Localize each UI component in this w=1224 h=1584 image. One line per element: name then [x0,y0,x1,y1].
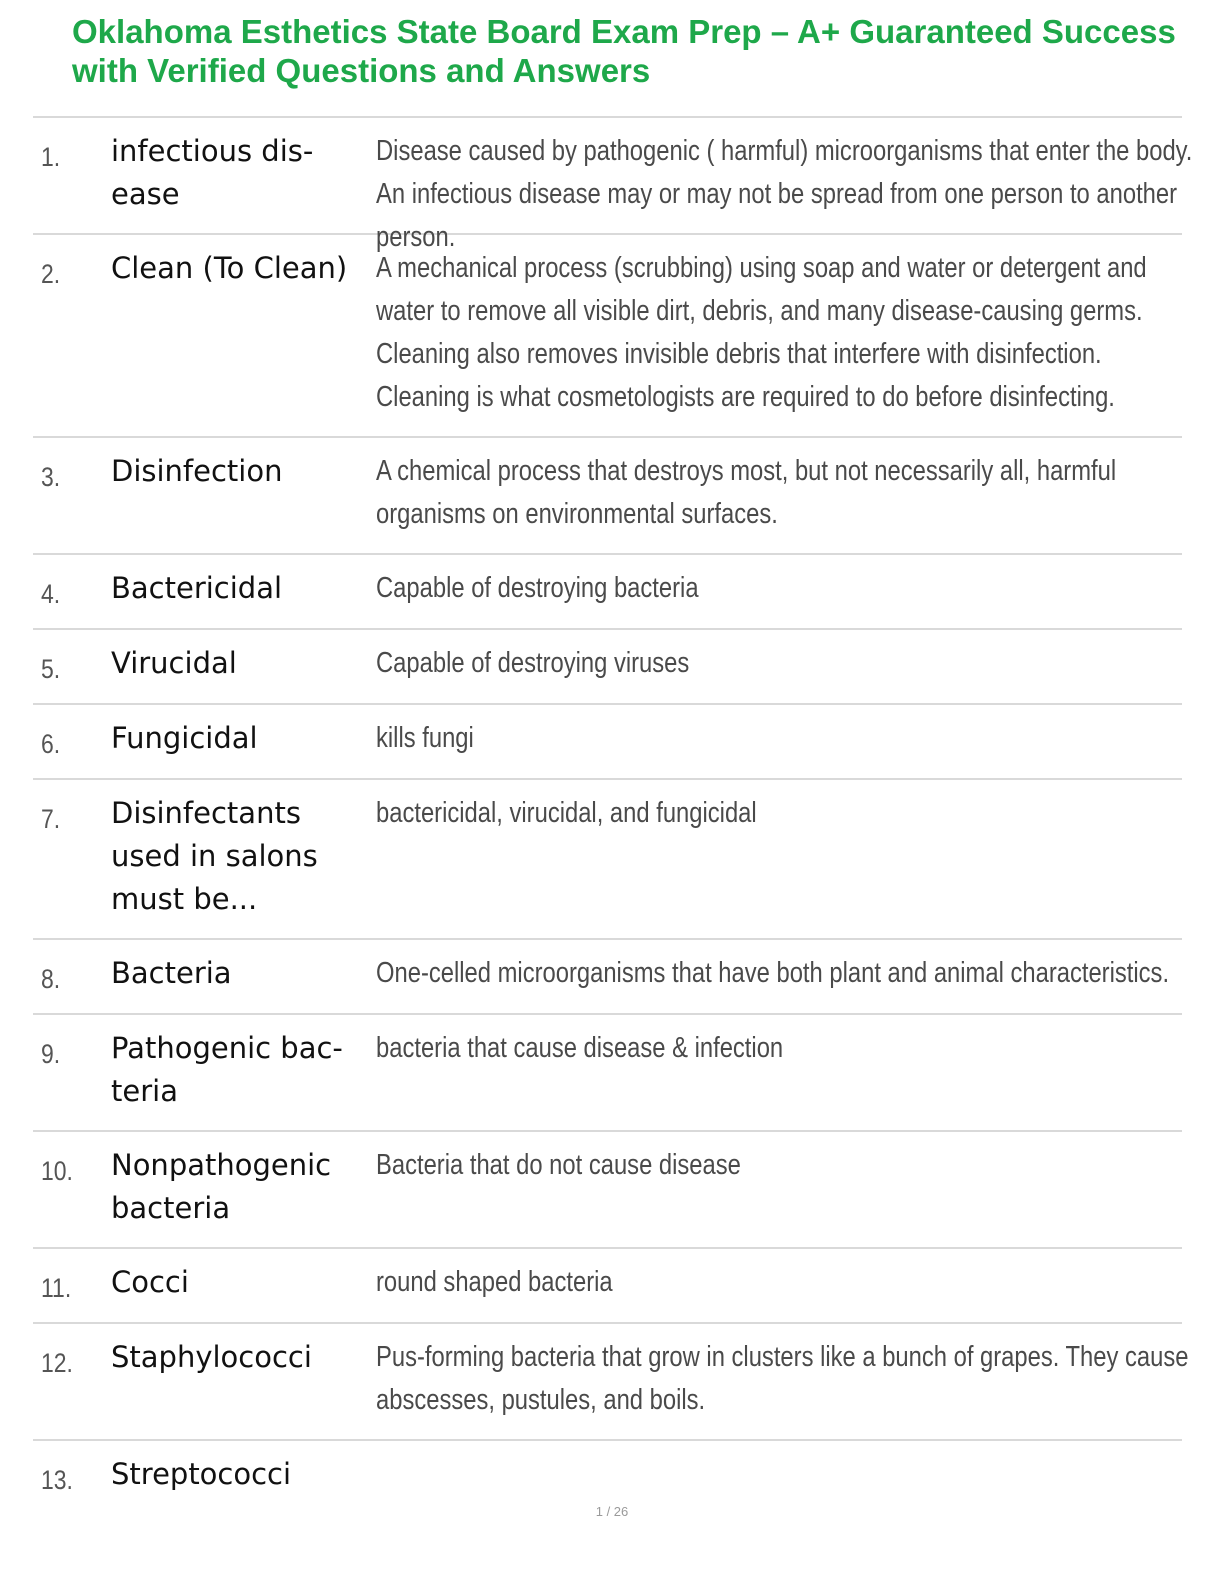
term-definition: Capable of destroying viruses [376,647,690,679]
term-number: 12. [41,1348,73,1378]
term-definition: round shaped bacteria [376,1266,613,1298]
term-definition: Pus-forming bacteria that grow in clusters like a bunch of grapes. They cause abscesses, pustules, and boils. [376,1341,1189,1416]
term-label: Fungicidal [111,721,258,755]
term-definition: A mechanical process (scrubbing) using soap and water or detergent and water to remove all visible dirt, debris, and many disease-causing germs. Cleaning also removes invisible debris that interfere with disinfection. Cleaning is what cosmetologists are required to do before disinfecting. [376,252,1147,413]
term-label: Disinfectants used in salons must be... [111,796,318,916]
term-label: Virucidal [111,646,237,680]
term-row [33,780,1182,940]
term-row [33,1132,1182,1249]
term-definition: A chemical process that destroys most, but not necessarily all, harmful organisms on environmental surfaces. [376,455,1117,530]
term-label: infectious dis- ease [111,134,314,211]
term-number: 10. [41,1156,73,1186]
term-label: Streptococci [111,1457,292,1491]
term-label: Staphylococci [111,1340,312,1374]
term-row [33,630,1182,705]
term-row [33,1015,1182,1132]
term-row [33,1249,1182,1324]
term-label: Nonpathogenic bacteria [111,1148,332,1225]
term-definition: Disease caused by pathogenic ( harmful) microorganisms that enter the body. An infectious disease may or may not be spread from one person to another person. [376,135,1193,253]
term-number: 2. [41,259,61,289]
term-label: Cocci [111,1265,189,1299]
term-label: Bacteria [111,956,232,990]
term-definition: Bacteria that do not cause disease [376,1149,741,1181]
term-row [33,1441,1182,1507]
term-definition: Capable of destroying bacteria [376,572,699,604]
term-definition: bacteria that cause disease & infection [376,1032,784,1064]
term-row [33,438,1182,555]
term-number: 3. [41,462,61,492]
term-number: 11. [41,1273,72,1303]
term-row [33,705,1182,780]
term-label: Disinfection [111,454,283,488]
term-number: 13. [41,1465,73,1495]
term-label: Bactericidal [111,571,283,605]
term-number: 7. [41,804,61,834]
term-label: Pathogenic bac- teria [111,1031,343,1108]
term-row [33,118,1193,253]
term-table [33,116,1193,1507]
term-row [33,555,1182,630]
term-definition: One-celled microorganisms that have both plant and animal characteristics. [376,957,1170,989]
page-indicator: 1 / 26 [595,1504,629,1519]
term-row [33,940,1182,1015]
term-number: 8. [41,964,61,994]
term-number: 6. [41,729,61,759]
term-number: 9. [41,1039,61,1069]
term-number: 4. [41,579,61,609]
term-definition: bactericidal, virucidal, and fungicidal [376,797,757,829]
page-title: Oklahoma Esthetics State Board Exam Prep – A+ Guaranteed Success with Verified Questions and Answers [72,13,1176,89]
term-row [33,1324,1189,1441]
term-label: Clean (To Clean) [111,251,348,285]
term-number: 5. [41,654,61,684]
term-definition: kills fungi [376,722,474,754]
term-number: 1. [41,142,61,172]
term-row [33,235,1182,438]
